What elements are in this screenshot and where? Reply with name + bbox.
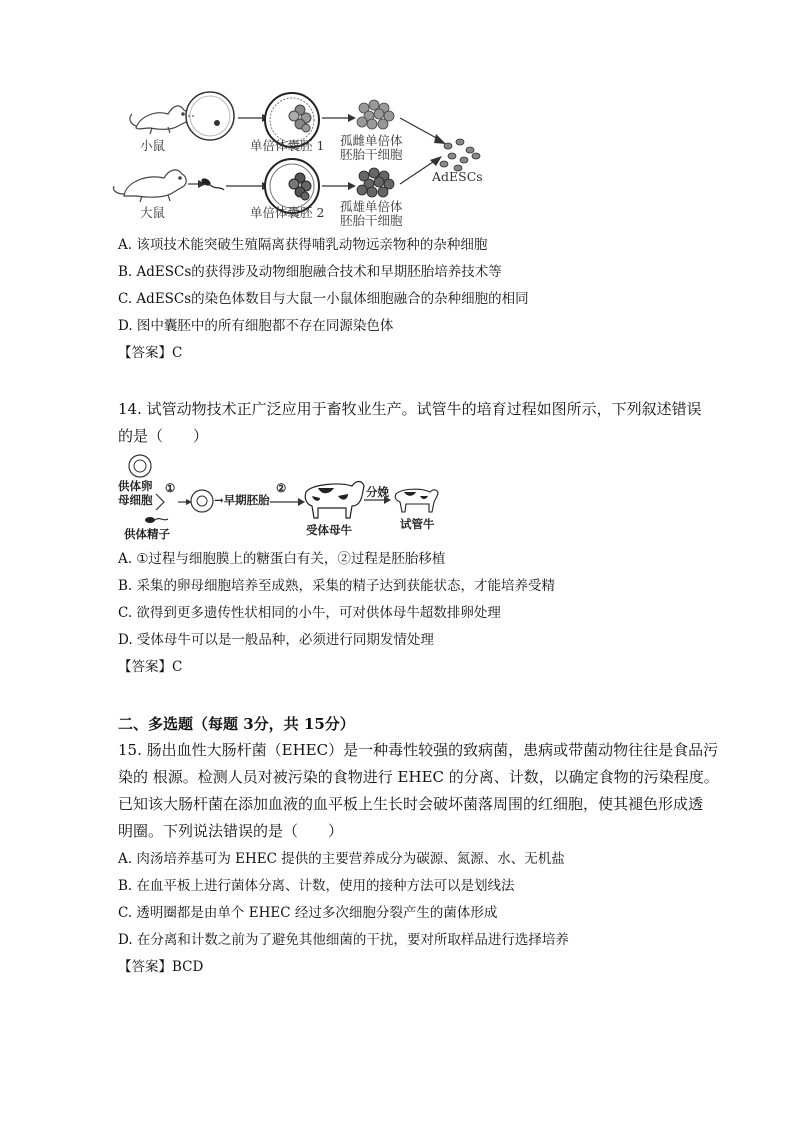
label-mouse: 小鼠 — [140, 138, 166, 153]
label-cell2-line1: 孤雄单倍体 — [340, 199, 403, 214]
q15-stem-line-2: 染的 根源。检测人员对被污染的食物进行 EHEC 的分离、计数，以确定食物的污染程度。 — [118, 768, 719, 786]
figure-test-tube-cattle-drawing — [0, 0, 794, 560]
q15-stem-line-3: 已知该大肠杆菌在添加血液的血平板上生长时会破坏菌落周围的红细胞，使其褪色形成透 — [118, 795, 704, 813]
donor-egg-icon — [129, 455, 151, 477]
section-2-heading: 二、多选题（每题 3分，共 15分） — [118, 715, 355, 733]
q13-option-b: B. AdESCs的获得涉及动物细胞融合技术和早期胚胎培养技术等 — [118, 264, 502, 280]
q14-stem-line-1: 14. 试管动物技术正广泛应用于畜牧业生产。试管牛的培育过程如图所示，下列叙述错误 — [118, 400, 702, 418]
q14-option-d: D. 受体母牛可以是一般品种，必须进行同期发情处理 — [118, 632, 434, 648]
label-donor-egg-1: 供体卵 — [118, 479, 153, 493]
q14-answer: 【答案】C — [118, 659, 183, 675]
q14-stem-line-2: 的是（ ） — [118, 427, 209, 445]
q14-option-b: B. 采集的卵母细胞培养至成熟，采集的精子达到获能状态，才能培养受精 — [118, 578, 556, 594]
q13-option-c: C. AdESCs的染色体数目与大鼠一小鼠体细胞融合的杂种细胞的相同 — [118, 291, 529, 307]
label-donor-sperm: 供体精子 — [124, 527, 170, 541]
label-calf: 试管牛 — [400, 517, 435, 531]
label-early-embryo: →早期胚胎 — [214, 493, 270, 507]
label-step-2: ② — [276, 481, 287, 495]
label-cell1-line2: 胚胎干细胞 — [340, 147, 403, 162]
label-cell1-line1: 孤雌单倍体 — [340, 133, 403, 148]
q13-answer: 【答案】C — [118, 345, 183, 361]
label-blastocyst-2: 单倍体囊胚 2 — [250, 205, 325, 220]
label-rat: 大鼠 — [140, 205, 166, 220]
q15-stem-line-1: 15. 肠出血性大肠杆菌（EHEC）是一种毒性较强的致病菌，患病或带菌动物往往是食品污 — [118, 741, 719, 759]
q15-option-d: D. 在分离和计数之前为了避免其他细菌的干扰，要对所取样品进行选择培养 — [118, 932, 569, 948]
label-recipient-cow: 受体母牛 — [306, 523, 352, 537]
label-donor-egg-2: 母细胞 — [118, 493, 153, 507]
q15-option-a: A. 肉汤培养基可为 EHEC 提供的主要营养成分为碳源、氮源、水、无机盐 — [118, 851, 565, 867]
calf-icon — [395, 489, 438, 512]
label-blastocyst-1: 单倍体囊胚 1 — [250, 138, 325, 153]
q14-option-c: C. 欲得到更多遗传性状相同的小牛，可对供体母牛超数排卵处理 — [118, 605, 501, 621]
q15-stem-line-4: 明圈。下列说法错误的是（ ） — [118, 822, 344, 840]
label-adescs: AdESCs — [432, 169, 483, 184]
label-step-1: ① — [165, 481, 176, 495]
donor-sperm-icon — [145, 517, 168, 523]
label-cell2-line2: 胚胎干细胞 — [340, 213, 403, 228]
q14-option-a: A. ①过程与细胞膜上的糖蛋白有关，②过程是胚胎移植 — [118, 551, 446, 567]
q15-option-b: B. 在血平板上进行菌体分离、计数，使用的接种方法可以是划线法 — [118, 878, 515, 894]
q13-option-a: A. 该项技术能突破生殖隔离获得哺乳动物远亲物种的杂种细胞 — [118, 237, 488, 253]
q15-answer: 【答案】BCD — [118, 959, 204, 975]
q13-option-d: D. 图中囊胚中的所有细胞都不存在同源染色体 — [118, 318, 394, 334]
recipient-cow-icon — [305, 482, 364, 519]
q15-option-c: C. 透明圈都是由单个 EHEC 经过多次细胞分裂产生的菌体形成 — [118, 905, 498, 921]
zygote-icon — [191, 490, 213, 512]
label-birth: 分娩 — [366, 485, 389, 499]
